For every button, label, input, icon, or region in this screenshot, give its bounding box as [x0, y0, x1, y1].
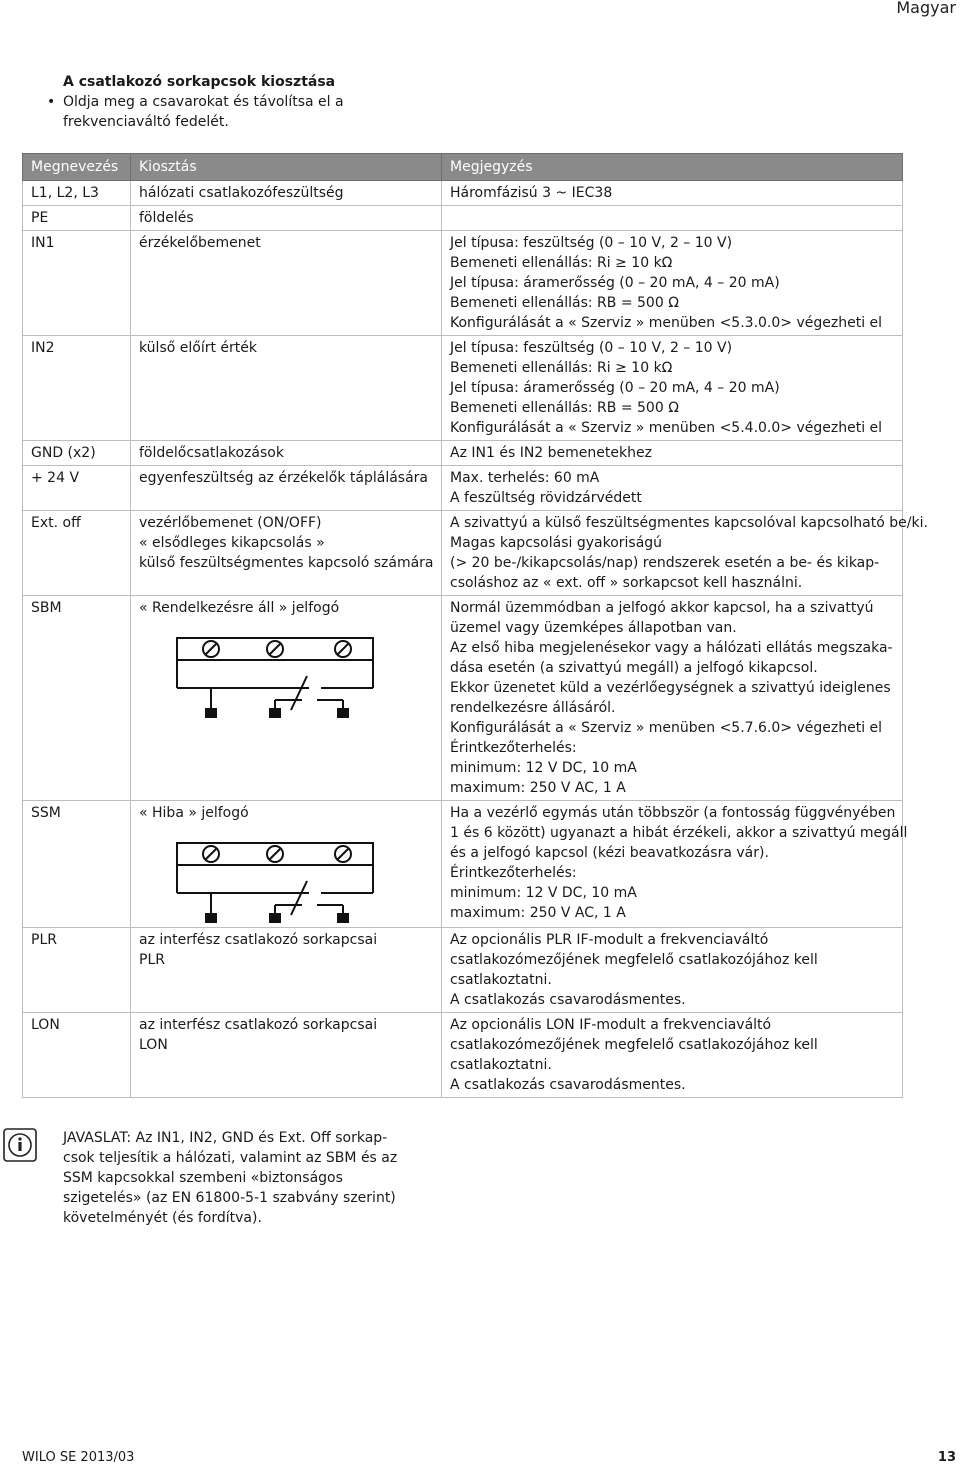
assign-line: érzékelőbemenet: [139, 235, 261, 251]
assign-line: az interfész csatlakozó sorkapcsai: [139, 1017, 378, 1033]
note-line: maximum: 250 V AC, 1 A: [450, 905, 626, 921]
table-body: [23, 181, 928, 1098]
note-line: dása esetén (a szivattyú megáll) a jelfogó kikapcsol.: [450, 660, 818, 676]
cell-assign: [131, 181, 442, 206]
table-row: [23, 231, 903, 336]
cell-note: [442, 801, 908, 928]
note-line: Jel típusa: áramerősség (0 – 20 mA, 4 – 20 mA): [450, 275, 780, 291]
note-line: Magas kapcsolási gyakoriságú: [450, 535, 663, 551]
assign-line: az interfész csatlakozó sorkapcsai: [139, 932, 378, 948]
note-line: Az opcionális PLR IF-modult a frekvenciaváltó: [450, 932, 769, 948]
note-line: Érintkezőterhelés:: [450, 740, 577, 756]
assign-line: PLR: [139, 952, 165, 968]
note-line: Ekkor üzenetet küld a vezérlőegységnek a szivattyú ideiglenes: [450, 680, 891, 696]
assign-line: vezérlőbemenet (ON/OFF): [139, 515, 322, 531]
note-line: csoláshoz az « ext. off » sorkapcsot kell használni.: [450, 575, 803, 591]
cell-name: SBM: [23, 596, 131, 801]
note-line: követelményét (és fordítva).: [63, 1210, 262, 1226]
table-row: [23, 596, 903, 801]
cell-assign: [131, 511, 442, 596]
note-line: Bemeneti ellenállás: Ri ≥ 10 kΩ: [450, 255, 673, 271]
terminal-table: [22, 153, 928, 1098]
assign-line: egyenfeszültség az érzékelők táplálására: [139, 470, 428, 486]
table-row: [23, 466, 903, 511]
note-line: szigetelés» (az EN 61800-5-1 szabvány szerint): [63, 1190, 396, 1206]
header-note: Megjegyzés: [442, 154, 903, 181]
language-label: Magyar: [896, 0, 956, 17]
cell-note: [442, 1013, 903, 1098]
note-line: Konfigurálását a « Szerviz » menüben <5.4.0.0> végezheti el: [450, 420, 883, 436]
cell-note: [442, 928, 903, 1013]
table-row: [23, 928, 903, 1013]
cell-note: [442, 596, 903, 801]
note-line: A csatlakozás csavarodásmentes.: [450, 992, 686, 1008]
note-line: Max. terhelés: 60 mA: [450, 470, 600, 486]
cell-assign: [131, 206, 442, 231]
recommendation-note: [63, 1128, 403, 1228]
table-header-row: [23, 154, 903, 181]
note-line: A csatlakozás csavarodásmentes.: [450, 1077, 686, 1093]
table-row: [23, 511, 903, 596]
cell-note: [442, 441, 903, 466]
note-line: A feszültség rövidzárvédett: [450, 490, 642, 506]
note-line: Normál üzemmódban a jelfogó akkor kapcsol, ha a szivattyú: [450, 600, 874, 616]
relay-diagram: [167, 835, 377, 925]
cell-name: Ext. off: [23, 511, 131, 596]
table-row: [23, 206, 903, 231]
table-row: [23, 1013, 903, 1098]
note-line: Jel típusa: áramerősség (0 – 20 mA, 4 – 20 mA): [450, 380, 780, 396]
note-line: A szivattyú a külső feszültségmentes kapcsolóval kapcsolható be/ki.: [450, 515, 928, 531]
info-icon: [3, 1128, 37, 1162]
note-line: csok teljesítik a hálózati, valamint az SBM és az: [63, 1150, 398, 1166]
cell-note: [442, 336, 903, 441]
cell-name: L1, L2, L3: [23, 181, 131, 206]
note-line: Jel típusa: feszültség (0 – 10 V, 2 – 10 V): [450, 340, 733, 356]
note-line: minimum: 12 V DC, 10 mA: [450, 885, 637, 901]
note-line: (> 20 be-/kikapcsolás/nap) rendszerek esetén a be- és kikap-: [450, 555, 880, 571]
section: [47, 72, 363, 132]
cell-note: [442, 466, 903, 511]
cell-assign: [131, 1013, 442, 1098]
note-line: Bemeneti ellenállás: RB = 500 Ω: [450, 400, 679, 416]
assign-line: külső előírt érték: [139, 340, 257, 356]
assign-line: hálózati csatlakozófeszültség: [139, 185, 344, 201]
note-line: és a jelfogó kapcsol (kézi beavatkozásra vár).: [450, 845, 769, 861]
cell-assign: [131, 801, 442, 928]
note-line: Jel típusa: feszültség (0 – 10 V, 2 – 10 V): [450, 235, 733, 251]
cell-name: IN2: [23, 336, 131, 441]
note-line: csatlakozómezőjének megfelelő csatlakozójához kell: [450, 952, 818, 968]
note-line: csatlakoztatni.: [450, 972, 552, 988]
note-line: Az IN1 és IN2 bemenetekhez: [450, 445, 652, 461]
cell-name: PLR: [23, 928, 131, 1013]
assign-line: földelőcsatlakozások: [139, 445, 284, 461]
assign-line: « Rendelkezésre áll » jelfogó: [139, 600, 340, 616]
note-line: Az első hiba megjelenésekor vagy a hálózati ellátás megszaka-: [450, 640, 893, 656]
header-name: Megnevezés: [23, 154, 131, 181]
cell-assign: [131, 596, 442, 801]
cell-note: [442, 181, 903, 206]
assign-line: « elsődleges kikapcsolás »: [139, 535, 325, 551]
cell-assign: [131, 441, 442, 466]
note-line: Az opcionális LON IF-modult a frekvenciaváltó: [450, 1017, 772, 1033]
cell-name: LON: [23, 1013, 131, 1098]
note-line: minimum: 12 V DC, 10 mA: [450, 760, 637, 776]
header-assign: Kiosztás: [131, 154, 442, 181]
cell-name: PE: [23, 206, 131, 231]
note-line: üzemel vagy üzemképes állapotban van.: [450, 620, 737, 636]
note-line: JAVASLAT: Az IN1, IN2, GND és Ext. Off sorkap-: [63, 1130, 388, 1146]
note-line: maximum: 250 V AC, 1 A: [450, 780, 626, 796]
cell-note: [442, 206, 903, 231]
cell-assign: [131, 928, 442, 1013]
cell-assign: [131, 336, 442, 441]
cell-name: GND (x2): [23, 441, 131, 466]
note-line: Érintkezőterhelés:: [450, 865, 577, 881]
section-title: A csatlakozó sorkapcsok kiosztása: [63, 74, 336, 90]
table-row: [23, 441, 903, 466]
cell-note: [442, 511, 928, 596]
cell-assign: [131, 466, 442, 511]
assign-line: « Hiba » jelfogó: [139, 805, 249, 821]
note-line: csatlakoztatni.: [450, 1057, 552, 1073]
cell-name: IN1: [23, 231, 131, 336]
note-line: 1 és 6 között) ugyanazt a hibát érzékeli, akkor a szivattyú megáll: [450, 825, 908, 841]
note-line: Ha a vezérlő egymás után többször (a fontosság függvényében: [450, 805, 896, 821]
note-line: Háromfázisú 3 ~ IEC38: [450, 185, 613, 201]
table-row: [23, 181, 903, 206]
bullet-text: Oldja meg a csavarokat és távolítsa el a frekvenciaváltó fedelét.: [63, 94, 344, 130]
assign-line: külső feszültségmentes kapcsoló számára: [139, 555, 434, 571]
footer-publisher: WILO SE 2013/03: [22, 1450, 135, 1465]
cell-assign: [131, 231, 442, 336]
cell-name: + 24 V: [23, 466, 131, 511]
note-line: Konfigurálását a « Szerviz » menüben <5.3.0.0> végezheti el: [450, 315, 883, 331]
cell-note: [442, 231, 903, 336]
note-line: Bemeneti ellenállás: RB = 500 Ω: [450, 295, 679, 311]
assign-line: LON: [139, 1037, 168, 1053]
note-line: rendelkezésre állásáról.: [450, 700, 616, 716]
note-line: Konfigurálását a « Szerviz » menüben <5.7.6.0> végezheti el: [450, 720, 883, 736]
table-row: [23, 336, 903, 441]
note-line: csatlakozómezőjének megfelelő csatlakozójához kell: [450, 1037, 818, 1053]
table-row: [23, 801, 903, 928]
assign-line: földelés: [139, 210, 194, 226]
note-line: SSM kapcsokkal szembeni «biztonságos: [63, 1170, 343, 1186]
bullet-icon: •: [47, 94, 56, 110]
bullet-item: [47, 92, 363, 132]
cell-name: SSM: [23, 801, 131, 928]
note-line: Bemeneti ellenállás: Ri ≥ 10 kΩ: [450, 360, 673, 376]
relay-diagram: [167, 630, 377, 720]
page-number: 13: [937, 1450, 956, 1465]
